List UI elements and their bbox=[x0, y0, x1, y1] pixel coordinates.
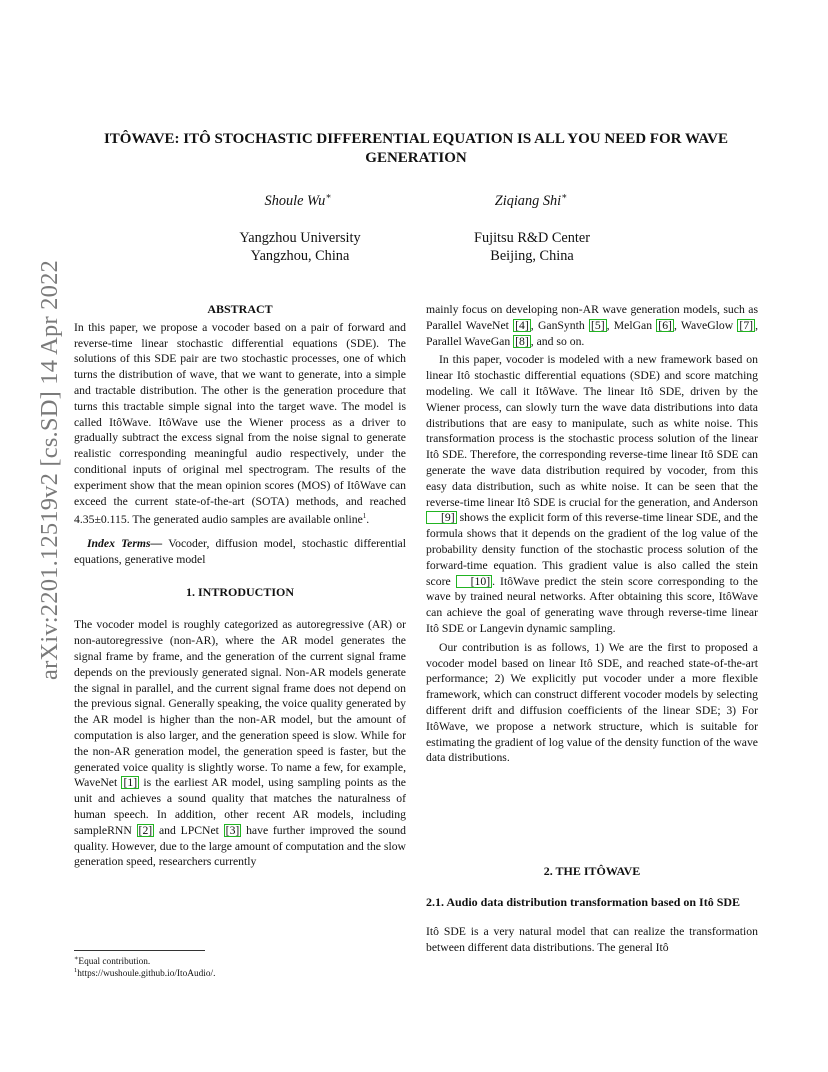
right-paragraph-3: Our contribution is as follows, 1) We are the first to proposed a vocoder model based on linear Itô SDE, and reached state-of-the-art performance; 2) We explicitly put vocoder under a more flexible framework, which can construct different vocoder models by selecting different drift and diffusion coefficients of the linear SDE; 3) For ItôWave, we propose a network structure, which is suitable for estimating the gradient of log value of the density function of the wave data distributions. bbox=[426, 640, 758, 765]
citation-1[interactable]: [1] bbox=[123, 776, 138, 790]
section-2-paragraph: Itô SDE is a very natural model that can realize the transformation between different data distributions. The general Itô bbox=[426, 924, 758, 954]
introduction-paragraph: The vocoder model is roughly categorized as autoregressive (AR) or non-autoregressive (non-AR), where the AR model generates the signal frame by frame, and the generation of the current signal frame depends on the previously generated signal. Non-AR models generate the signal in parallel, and the current signal frame does not depend on the previous signal. Generally speaking, the voice quality generated by the AR model is higher than the non-AR model, but the amount of computation is also larger, and the generation speed is slow. While for the non-AR generation model, the generation speed is faster, but the generated voice quality is slightly worse. To name a few, for example, WaveNet [1] is the earliest AR model, using sampling points as the unit and achieves a sound quality that matches the naturalness of human speech. In addition, other recent AR models, including sampleRNN [2] and LPCNet [3] have further improved the sound quality. However, due to the large amount of computation and the slow generation speed, researchers currently bbox=[74, 618, 406, 869]
citation-7[interactable]: [7] bbox=[739, 318, 754, 332]
right-paragraph-2: In this paper, vocoder is modeled with a new framework based on linear Itô stochastic differential equations (SDE) and score matching modeling. We call it ItôWave. The linear Itô SDE, driven by the Wiener process, can slowly turn the wave data distributions into data distributions that are easy to manipulate, such as white noise. This transformation process is the stochastic process solution of the linear Itô SDE. Therefore, the corresponding reverse-time linear Itô SDE can generate the wave data distribution required by vocoder, from this easy data distribution, such as white noise. It can be seen that the reverse-time linear Itô SDE is crucial for the generation, and Anderson [9] shows the explicit form of this reverse-time linear SDE, and the formula shows that it depends on the gradient of the log value of the probability density function of the stochastic process solution of the forward-time equation. This gradient value is also called the stein score [10] . ItôWave predict the stein score corresponding to the wave by trained neural networks. After obtaining this score, ItôWave can achieve the goal of generating wave through reverse-time linear Itô SDE or Langevin dynamic sampling. bbox=[426, 353, 758, 635]
citation-2[interactable]: [2] bbox=[138, 823, 153, 837]
introduction-heading: 1. INTRODUCTION bbox=[185, 584, 294, 599]
author-1-name: Shoule Wu∗ bbox=[264, 191, 332, 209]
left-column bbox=[74, 302, 406, 870]
author-2-affiliation: Fujitsu R&D Center Beijing, China bbox=[474, 230, 590, 264]
footnote-rule bbox=[74, 950, 205, 951]
citation-3[interactable]: [3] bbox=[225, 823, 240, 837]
citation-10[interactable]: [10] bbox=[456, 575, 492, 588]
abstract-heading: ABSTRACT bbox=[207, 302, 273, 316]
footnote-2: $^1$https://wushoule.github.io/ItoAudio/. bbox=[74, 967, 216, 980]
title-line-1: ITÔWAVE: ITÔ STOCHASTIC DIFFERENTIAL EQUATION IS ALL YOU NEED FOR WAVE bbox=[103, 131, 729, 147]
section-2-heading: 2. THE ITÔWAVE bbox=[543, 864, 641, 878]
author-2-name: Ziqiang Shi∗ bbox=[494, 191, 568, 209]
title-line-2: GENERATION bbox=[365, 150, 467, 166]
section-2-block bbox=[426, 864, 758, 955]
citation-9[interactable]: [9] bbox=[426, 511, 457, 524]
citation-5[interactable]: [5] bbox=[590, 318, 605, 332]
abstract-body: In this paper, we propose a vocoder based on a pair of forward and reverse-time linear stochastic differential equations (SDE). The solutions of this SDE pair are two stochastic processes, one of which turns the distribution of wave, that we want to generate, into a simple and tractable distribution. The other is the generation procedure that turns this tractable simple signal into the target wave. The model is called ItôWave. ItôWave use the Wiener process as a driver to gradually subtract the excess signal from the noise signal to generate realistic corresponding meaningful audio respectively, under the conditional inputs of original mel spectrogram. The results of the experiment show that the mean opinion scores (MOS) of ItôWave can exceed the current state-of-the-art (SOTA) methods, and reached 4.35±0.115. The generated audio samples are available online$^1$. bbox=[74, 320, 406, 527]
subsection-2-1-heading: 2.1. Audio data distribution transformation based on Itô SDE bbox=[426, 894, 741, 909]
project-url-link[interactable]: https://wushoule.github.io/ItoAudio/. bbox=[77, 969, 216, 980]
right-paragraph-1: mainly focus on developing non-AR wave generation models, such as Parallel WaveNet [4] , GanSynth [5] , MelGan [6] , WaveGlow [7] , Parallel WaveGan [8] , and so on. bbox=[426, 303, 758, 348]
index-terms: Index Terms— Vocoder, diffusion model, stochastic differential equations, generative model bbox=[74, 537, 406, 566]
author-1-affiliation: Yangzhou University Yangzhou, China bbox=[239, 230, 361, 264]
right-column bbox=[426, 302, 758, 766]
paper-title bbox=[74, 130, 758, 168]
citation-6[interactable]: [6] bbox=[658, 318, 672, 332]
citation-8[interactable]: [8] bbox=[515, 334, 529, 348]
citation-4[interactable]: [4] bbox=[515, 318, 529, 332]
footnote-1: ∗Equal contribution. bbox=[74, 955, 151, 968]
arxiv-identifier: arXiv:2201.12519v2 [cs.SD] 14 Apr 2022 bbox=[36, 260, 63, 680]
